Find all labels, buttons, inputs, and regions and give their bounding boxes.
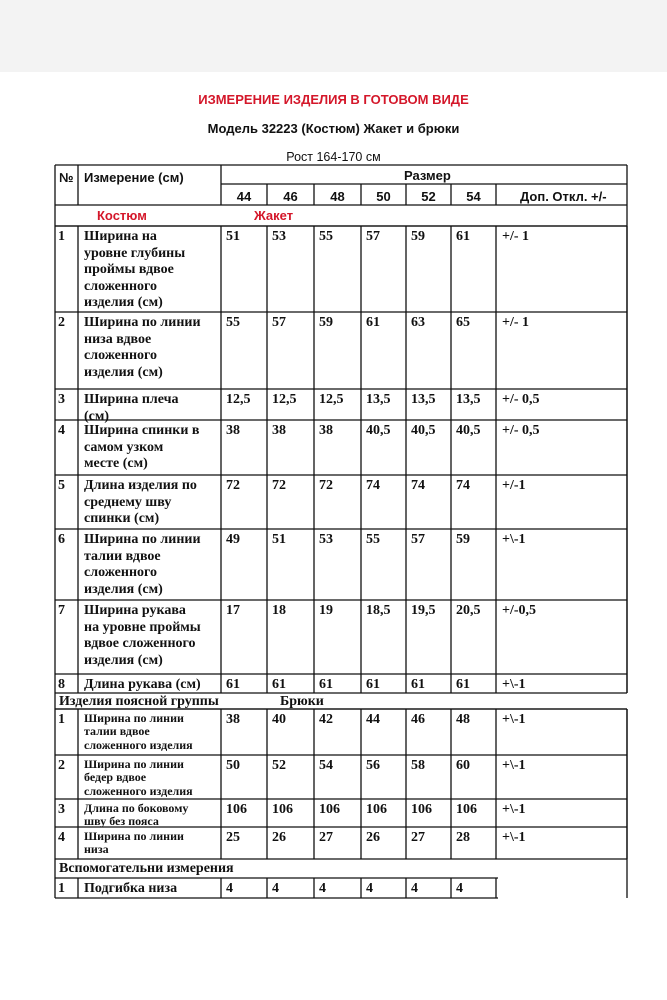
height-range-label: Рост 164-170 см <box>286 150 381 164</box>
header-no: № <box>59 170 74 185</box>
table-cell-value: 27 <box>319 830 333 845</box>
table-cell-value: 106 <box>366 802 387 817</box>
table-cell-value: 19,5 <box>411 603 436 618</box>
table-row-no: 6 <box>58 532 65 547</box>
table-cell-value: 28 <box>456 830 470 845</box>
table-cell-value: 57 <box>411 532 425 547</box>
table-cell-value: 61 <box>226 677 240 692</box>
table-cell-value: 55 <box>319 229 333 244</box>
header-measurement: Измерение (см) <box>84 170 184 185</box>
section-jacket-label: Жакет <box>254 208 294 223</box>
document-subtitle: Модель 32223 (Костюм) Жакет и брюки <box>207 121 460 136</box>
table-cell-value: 106 <box>226 802 247 817</box>
table-row-no: 3 <box>58 802 65 817</box>
table-cell-value: 4 <box>272 881 279 896</box>
table-cell-value: 74 <box>411 478 425 493</box>
table-cell-value: 13,5 <box>456 392 481 407</box>
table-cell-tolerance: +\-1 <box>502 802 526 817</box>
table-cell-value: 53 <box>319 532 333 547</box>
table-cell-value: 4 <box>319 881 326 896</box>
table-cell-value: 53 <box>272 229 286 244</box>
table-cell-value: 59 <box>456 532 470 547</box>
table-cell-tolerance: +/- 0,5 <box>502 392 540 407</box>
table-cell-value: 38 <box>226 712 240 727</box>
header-size-value: 44 <box>236 189 252 204</box>
table-cell-value: 13,5 <box>411 392 436 407</box>
table-cell-tolerance: +/- 1 <box>502 229 530 244</box>
table-cell-value: 40 <box>272 712 286 727</box>
table-cell-tolerance: +\-1 <box>502 532 526 547</box>
table-cell-value: 60 <box>456 758 470 773</box>
table-cell-value: 63 <box>411 315 425 330</box>
table-cell-tolerance: +\-1 <box>502 758 526 773</box>
table-row-label: Длина изделия по среднему шву спинки (см) <box>84 478 197 527</box>
table-cell-value: 58 <box>411 758 425 773</box>
table-row-label: Ширина по линии низа вдвое сложенного изделия (см) <box>84 315 201 380</box>
document-title: ИЗМЕРЕНИЕ ИЗДЕЛИЯ В ГОТОВОМ ВИДЕ <box>198 92 469 107</box>
table-cell-value: 72 <box>319 478 333 493</box>
table-row-label: Длина по боковому шву без пояса <box>84 801 189 829</box>
table-cell-value: 59 <box>319 315 333 330</box>
table-row-label: Ширина по линии талии вдвое сложенного изделия (см) <box>84 532 201 597</box>
section-trousers-group-label: Изделия поясной группы <box>59 694 219 709</box>
table-cell-value: 26 <box>272 830 286 845</box>
table-cell-tolerance: +/-0,5 <box>502 603 537 618</box>
header-size-value: 54 <box>466 189 481 204</box>
table-cell-value: 49 <box>226 532 240 547</box>
table-row-no: 4 <box>58 423 65 438</box>
table-cell-value: 12,5 <box>226 392 251 407</box>
table-cell-value: 20,5 <box>456 603 481 618</box>
table-cell-value: 59 <box>411 229 425 244</box>
table-row-label: Ширина плеча (см) <box>84 392 179 424</box>
table-cell-tolerance: +\-1 <box>502 830 526 845</box>
table-cell-value: 27 <box>411 830 425 845</box>
table-row-label: Ширина по линии бедер вдвое сложенного изделия <box>84 757 193 798</box>
header-size-value: 50 <box>376 189 391 204</box>
table-cell-value: 25 <box>226 830 240 845</box>
table-cell-value: 48 <box>456 712 470 727</box>
table-cell-value: 26 <box>366 830 380 845</box>
table-row-no: 2 <box>58 315 65 330</box>
table-cell-value: 51 <box>272 532 286 547</box>
table-cell-value: 40,5 <box>411 423 436 438</box>
table-row-no: 5 <box>58 478 65 493</box>
table-row-no: 3 <box>58 392 65 407</box>
table-cell-value: 61 <box>272 677 286 692</box>
table-row-no: 1 <box>58 881 65 896</box>
table-row-label: Ширина спинки в самом узком месте (см) <box>84 423 200 472</box>
table-cell-value: 57 <box>272 315 286 330</box>
table-cell-value: 38 <box>319 423 333 438</box>
table-cell-tolerance: +\-1 <box>502 677 526 692</box>
table-cell-tolerance: +\-1 <box>502 712 526 727</box>
table-cell-value: 55 <box>366 532 380 547</box>
table-cell-value: 42 <box>319 712 333 727</box>
table-cell-value: 18,5 <box>366 603 391 618</box>
table-cell-value: 46 <box>411 712 425 727</box>
table-cell-value: 57 <box>366 229 380 244</box>
table-cell-value: 12,5 <box>319 392 344 407</box>
table-cell-value: 4 <box>411 881 418 896</box>
table-cell-value: 56 <box>366 758 380 773</box>
table-cell-value: 50 <box>226 758 240 773</box>
table-cell-value: 55 <box>226 315 240 330</box>
table-row-no: 8 <box>58 677 65 692</box>
table-cell-value: 17 <box>226 603 240 618</box>
table-cell-value: 74 <box>456 478 470 493</box>
header-size-value: 46 <box>283 189 298 204</box>
header-size: Размер <box>404 168 451 183</box>
table-cell-value: 12,5 <box>272 392 297 407</box>
table-cell-value: 74 <box>366 478 380 493</box>
table-cell-value: 52 <box>272 758 286 773</box>
table-cell-value: 40,5 <box>366 423 391 438</box>
table-cell-value: 61 <box>456 677 470 692</box>
table-cell-value: 61 <box>319 677 333 692</box>
table-row-no: 1 <box>58 712 65 727</box>
section-aux-label: Вспомогательни измерения <box>59 861 234 876</box>
table-row-label: Подгибка низа <box>84 881 178 896</box>
header-size-value: 52 <box>421 189 436 204</box>
table-cell-value: 13,5 <box>366 392 391 407</box>
table-cell-value: 106 <box>319 802 340 817</box>
header-tolerance: Доп. Откл. +/- <box>520 189 607 204</box>
header-size-value: 48 <box>330 189 345 204</box>
table-cell-value: 4 <box>366 881 373 896</box>
table-cell-value: 38 <box>226 423 240 438</box>
table-cell-value: 72 <box>272 478 286 493</box>
table-cell-tolerance: +/-1 <box>502 478 526 493</box>
table-cell-value: 61 <box>366 315 380 330</box>
section-suit-label: Костюм <box>97 208 147 223</box>
table-cell-value: 61 <box>366 677 380 692</box>
section-trousers-label: Брюки <box>280 694 324 709</box>
table-row-label: Ширина на уровне глубины проймы вдвое сложенного изделия (см) <box>84 229 186 311</box>
table-cell-value: 4 <box>226 881 233 896</box>
table-cell-value: 44 <box>366 712 380 727</box>
table-cell-value: 106 <box>272 802 293 817</box>
table-cell-value: 54 <box>319 758 333 773</box>
table-cell-value: 106 <box>456 802 477 817</box>
table-cell-tolerance: +/- 1 <box>502 315 530 330</box>
table-cell-tolerance: +/- 0,5 <box>502 423 540 438</box>
table-row-label: Ширина по линии талии вдвое сложенного изделия <box>84 711 193 752</box>
table-cell-value: 65 <box>456 315 470 330</box>
table-row-label: Длина рукава (см) <box>84 677 201 692</box>
table-row-no: 1 <box>58 229 65 244</box>
table-cell-value: 61 <box>411 677 425 692</box>
table-row-no: 7 <box>58 603 65 618</box>
table-cell-value: 19 <box>319 603 333 618</box>
table-row-label: Ширина по линии низа <box>84 829 184 857</box>
table-cell-value: 72 <box>226 478 240 493</box>
table-row-no: 2 <box>58 758 65 773</box>
table-cell-value: 106 <box>411 802 432 817</box>
table-cell-value: 40,5 <box>456 423 481 438</box>
table-cell-value: 51 <box>226 229 240 244</box>
table-cell-value: 38 <box>272 423 286 438</box>
table-cell-value: 18 <box>272 603 286 618</box>
table-cell-value: 61 <box>456 229 470 244</box>
table-cell-value: 4 <box>456 881 463 896</box>
table-row-label: Ширина рукава на уровне проймы вдвое сложенного изделия (см) <box>84 603 201 668</box>
table-row-no: 4 <box>58 830 65 845</box>
